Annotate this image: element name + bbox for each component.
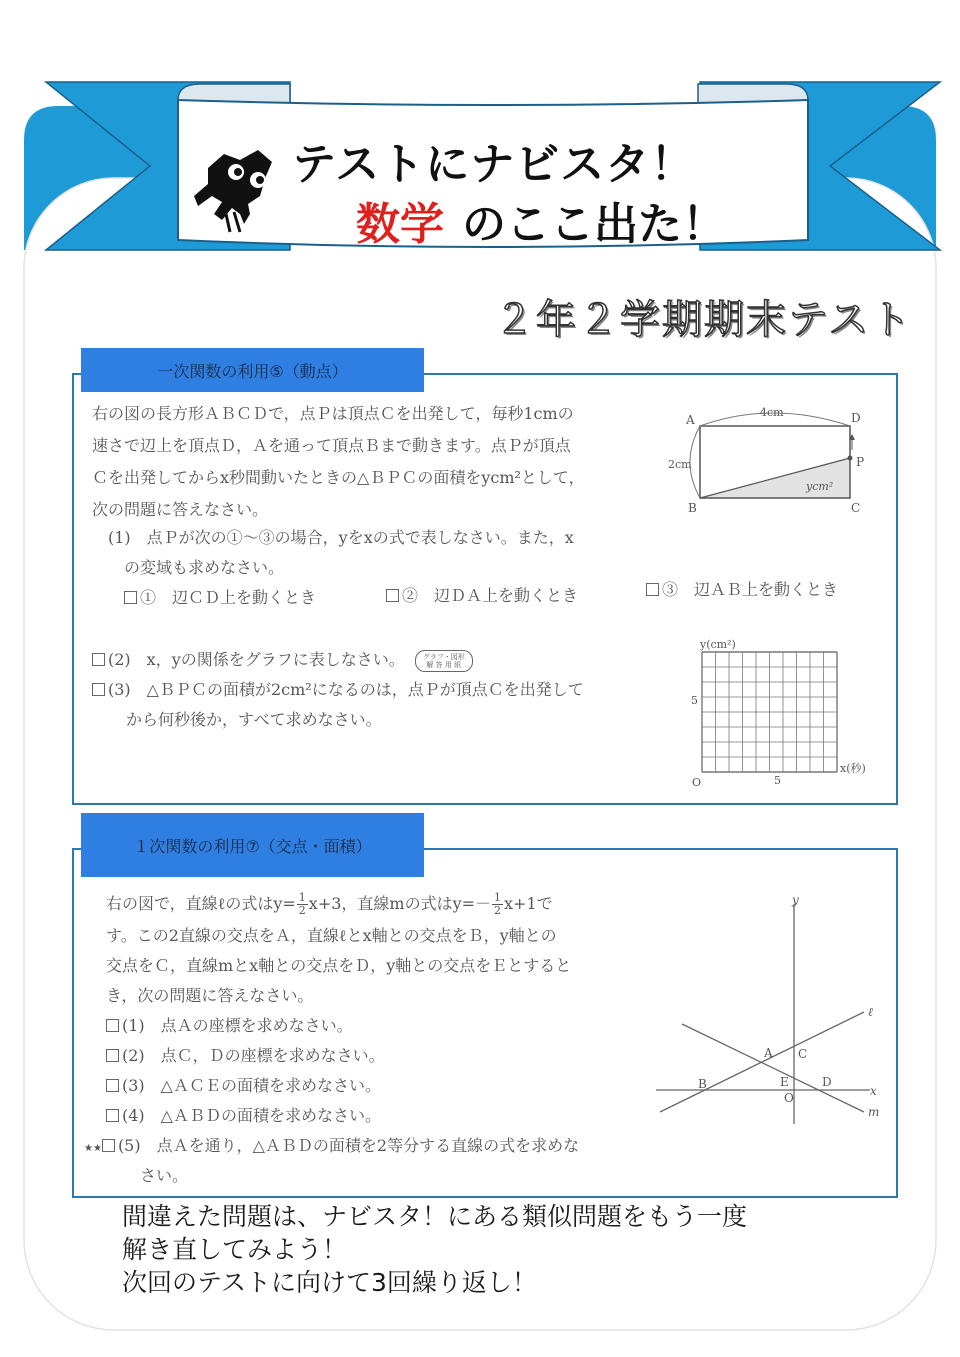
frac2-num: 1 <box>494 891 502 904</box>
section2-intro1-a: 右の図で，直線ℓの式はy= <box>106 894 296 913</box>
checkbox-icon <box>102 1139 115 1152</box>
frac1-num: 1 <box>298 891 306 904</box>
label-point-o: O <box>784 1091 794 1105</box>
footer-line2: 解き直してみよう！ <box>122 1235 348 1264</box>
section1-intro-line2: 速さで辺上を頂点Ｄ，Ａを通って頂点Ｂまで動きます。点Ｐが頂点 <box>92 436 571 455</box>
section2-tab: １次関数の利用⑦（交点・面積） <box>81 813 424 877</box>
section1-q3-line1 <box>92 674 584 706</box>
graph-origin: O <box>692 776 702 789</box>
label-point-b: B <box>698 1077 707 1091</box>
banner-subtitle-rest: のここ出た！ <box>462 199 726 250</box>
section2-intro-line3: 交点をＣ，直線mとx軸との交点をＤ，y軸との交点をＥとすると <box>106 956 572 975</box>
section2-q4 <box>106 1100 381 1132</box>
section1-intro <box>92 398 585 526</box>
fraction-one-half <box>297 892 308 917</box>
footer-note <box>122 1200 747 1299</box>
label-x-axis: x <box>870 1084 877 1098</box>
section2-intro-line1 <box>106 888 553 920</box>
section2-q4-text: (4) △ＡＢＤの面積を求めなさい。 <box>122 1106 381 1125</box>
label-point-c: C <box>798 1047 808 1061</box>
label-c: C <box>851 501 861 515</box>
section2-q3 <box>106 1070 381 1102</box>
banner-subject: 数学 <box>356 199 444 250</box>
section2-intro-line4: き，次の問題に答えなさい。 <box>106 986 314 1005</box>
star-rating: ★★ <box>84 1143 102 1154</box>
section2-intro-line2: す。この2直線の交点をＡ，直線ℓとx軸との交点をＢ，y軸との <box>106 926 557 945</box>
frac1-den: 2 <box>298 904 306 917</box>
checkbox-icon <box>92 683 105 696</box>
checkbox-icon <box>646 583 659 596</box>
checkbox-icon <box>106 1079 119 1092</box>
section2-q5-line2: さい。 <box>140 1166 189 1185</box>
section1-q3-line2: から何秒後か，すべて求めなさい。 <box>126 710 382 729</box>
section1-q1-opt1 <box>124 582 316 614</box>
banner-title: テストにナビスタ！ <box>292 139 696 190</box>
checkbox-icon <box>106 1019 119 1032</box>
label-width: 4cm <box>760 406 784 419</box>
rectangle-figure <box>660 400 880 520</box>
section1-intro-line1: 右の図の長方形ＡＢＣＤで，点Ｐは頂点Ｃを出発して，毎秒1cmの <box>92 404 574 423</box>
checkbox-icon <box>386 589 399 602</box>
section1-q1-opt2 <box>386 580 578 612</box>
checkbox-icon <box>124 591 137 604</box>
section2-q5-text: (5) 点Ａを通り，△ＡＢＤの面積を2等分する直線の式を求めな <box>117 1136 580 1155</box>
line-m <box>682 1024 864 1112</box>
section1-q1-opt1-text: ① 辺ＣＤ上を動くとき <box>140 588 317 607</box>
grid-lines <box>702 652 837 772</box>
section1-q2 <box>92 644 473 676</box>
graph-x-label: x(秒) <box>840 762 866 775</box>
section2-q2 <box>106 1040 385 1072</box>
section1-q1-opt3 <box>646 574 838 606</box>
section2-intro1-b: x+3，直線mの式はy=－ <box>308 894 492 913</box>
badge-top: グラフ・図形 <box>422 652 465 661</box>
section1-q2-text: (2) x，yの関係をグラフに表しなさい。 <box>108 650 405 669</box>
label-line-m: m <box>868 1105 880 1119</box>
label-height: 2cm <box>668 458 692 471</box>
label-a: A <box>686 413 695 427</box>
section1-q1-line2: の変域も求めなさい。 <box>124 558 285 577</box>
section2-q1-text: (1) 点Ａの座標を求めなさい。 <box>122 1016 353 1035</box>
label-point-d: D <box>822 1075 832 1089</box>
section2-intro1-c: x+1で <box>504 894 553 913</box>
checkbox-icon <box>106 1049 119 1062</box>
section2-q2-text: (2) 点Ｃ，Ｄの座標を求めなさい。 <box>122 1046 385 1065</box>
checkbox-icon <box>92 653 105 666</box>
section1-q3-text: (3) △ＢＰＣの面積が2cm²になるのは，点Ｐが頂点Ｃを出発して <box>108 680 584 699</box>
section2-q3-text: (3) △ＡＣＥの面積を求めなさい。 <box>122 1076 381 1095</box>
coordinate-figure <box>650 890 890 1140</box>
graph-paper <box>686 632 882 792</box>
section1-q1-line1: (1) 点Ｐが次の①～③の場合，yをxの式で表しなさい。また，x <box>108 528 574 547</box>
footer-line1: 間違えた問題は、ナビスタ！にある類似問題をもう一度 <box>122 1202 748 1231</box>
section1-q1-opt3-text: ③ 辺ＡＢ上を動くとき <box>662 580 839 599</box>
graph-y-label: y(cm²) <box>700 638 736 651</box>
section1-intro-line3: Ｃを出発してからx秒間動いたときの△ＢＰＣの面積をycm²として， <box>92 468 585 487</box>
section1-tab: 一次関数の利用⑤（動点） <box>81 348 424 392</box>
answer-sheet-badge <box>415 650 473 672</box>
term-title: ２年２学期期末テスト <box>494 297 913 343</box>
label-line-l: ℓ <box>868 1005 873 1019</box>
fraction-one-half-2 <box>492 892 503 917</box>
label-area: ycm² <box>806 480 834 493</box>
frac2-den: 2 <box>494 904 502 917</box>
label-point-e: E <box>780 1075 789 1089</box>
badge-bottom: 解 答 用 紙 <box>426 660 462 669</box>
footer-line3: 次回のテストに向けて3回繰り返し！ <box>122 1268 537 1297</box>
section2-q1 <box>106 1010 353 1042</box>
label-b: B <box>688 501 697 515</box>
label-p: P <box>856 455 865 469</box>
banner-subtitle <box>356 188 726 252</box>
label-d: D <box>851 411 861 425</box>
label-point-a: A <box>764 1046 773 1060</box>
section1-intro-line4: 次の問題に答えなさい。 <box>92 500 269 519</box>
section1-q1-opt2-text: ② 辺ＤＡ上を動くとき <box>402 586 579 605</box>
label-y-axis: y <box>792 893 799 907</box>
checkbox-icon <box>106 1109 119 1122</box>
graph-x-tick: 5 <box>774 774 781 787</box>
graph-y-tick: 5 <box>691 694 698 707</box>
